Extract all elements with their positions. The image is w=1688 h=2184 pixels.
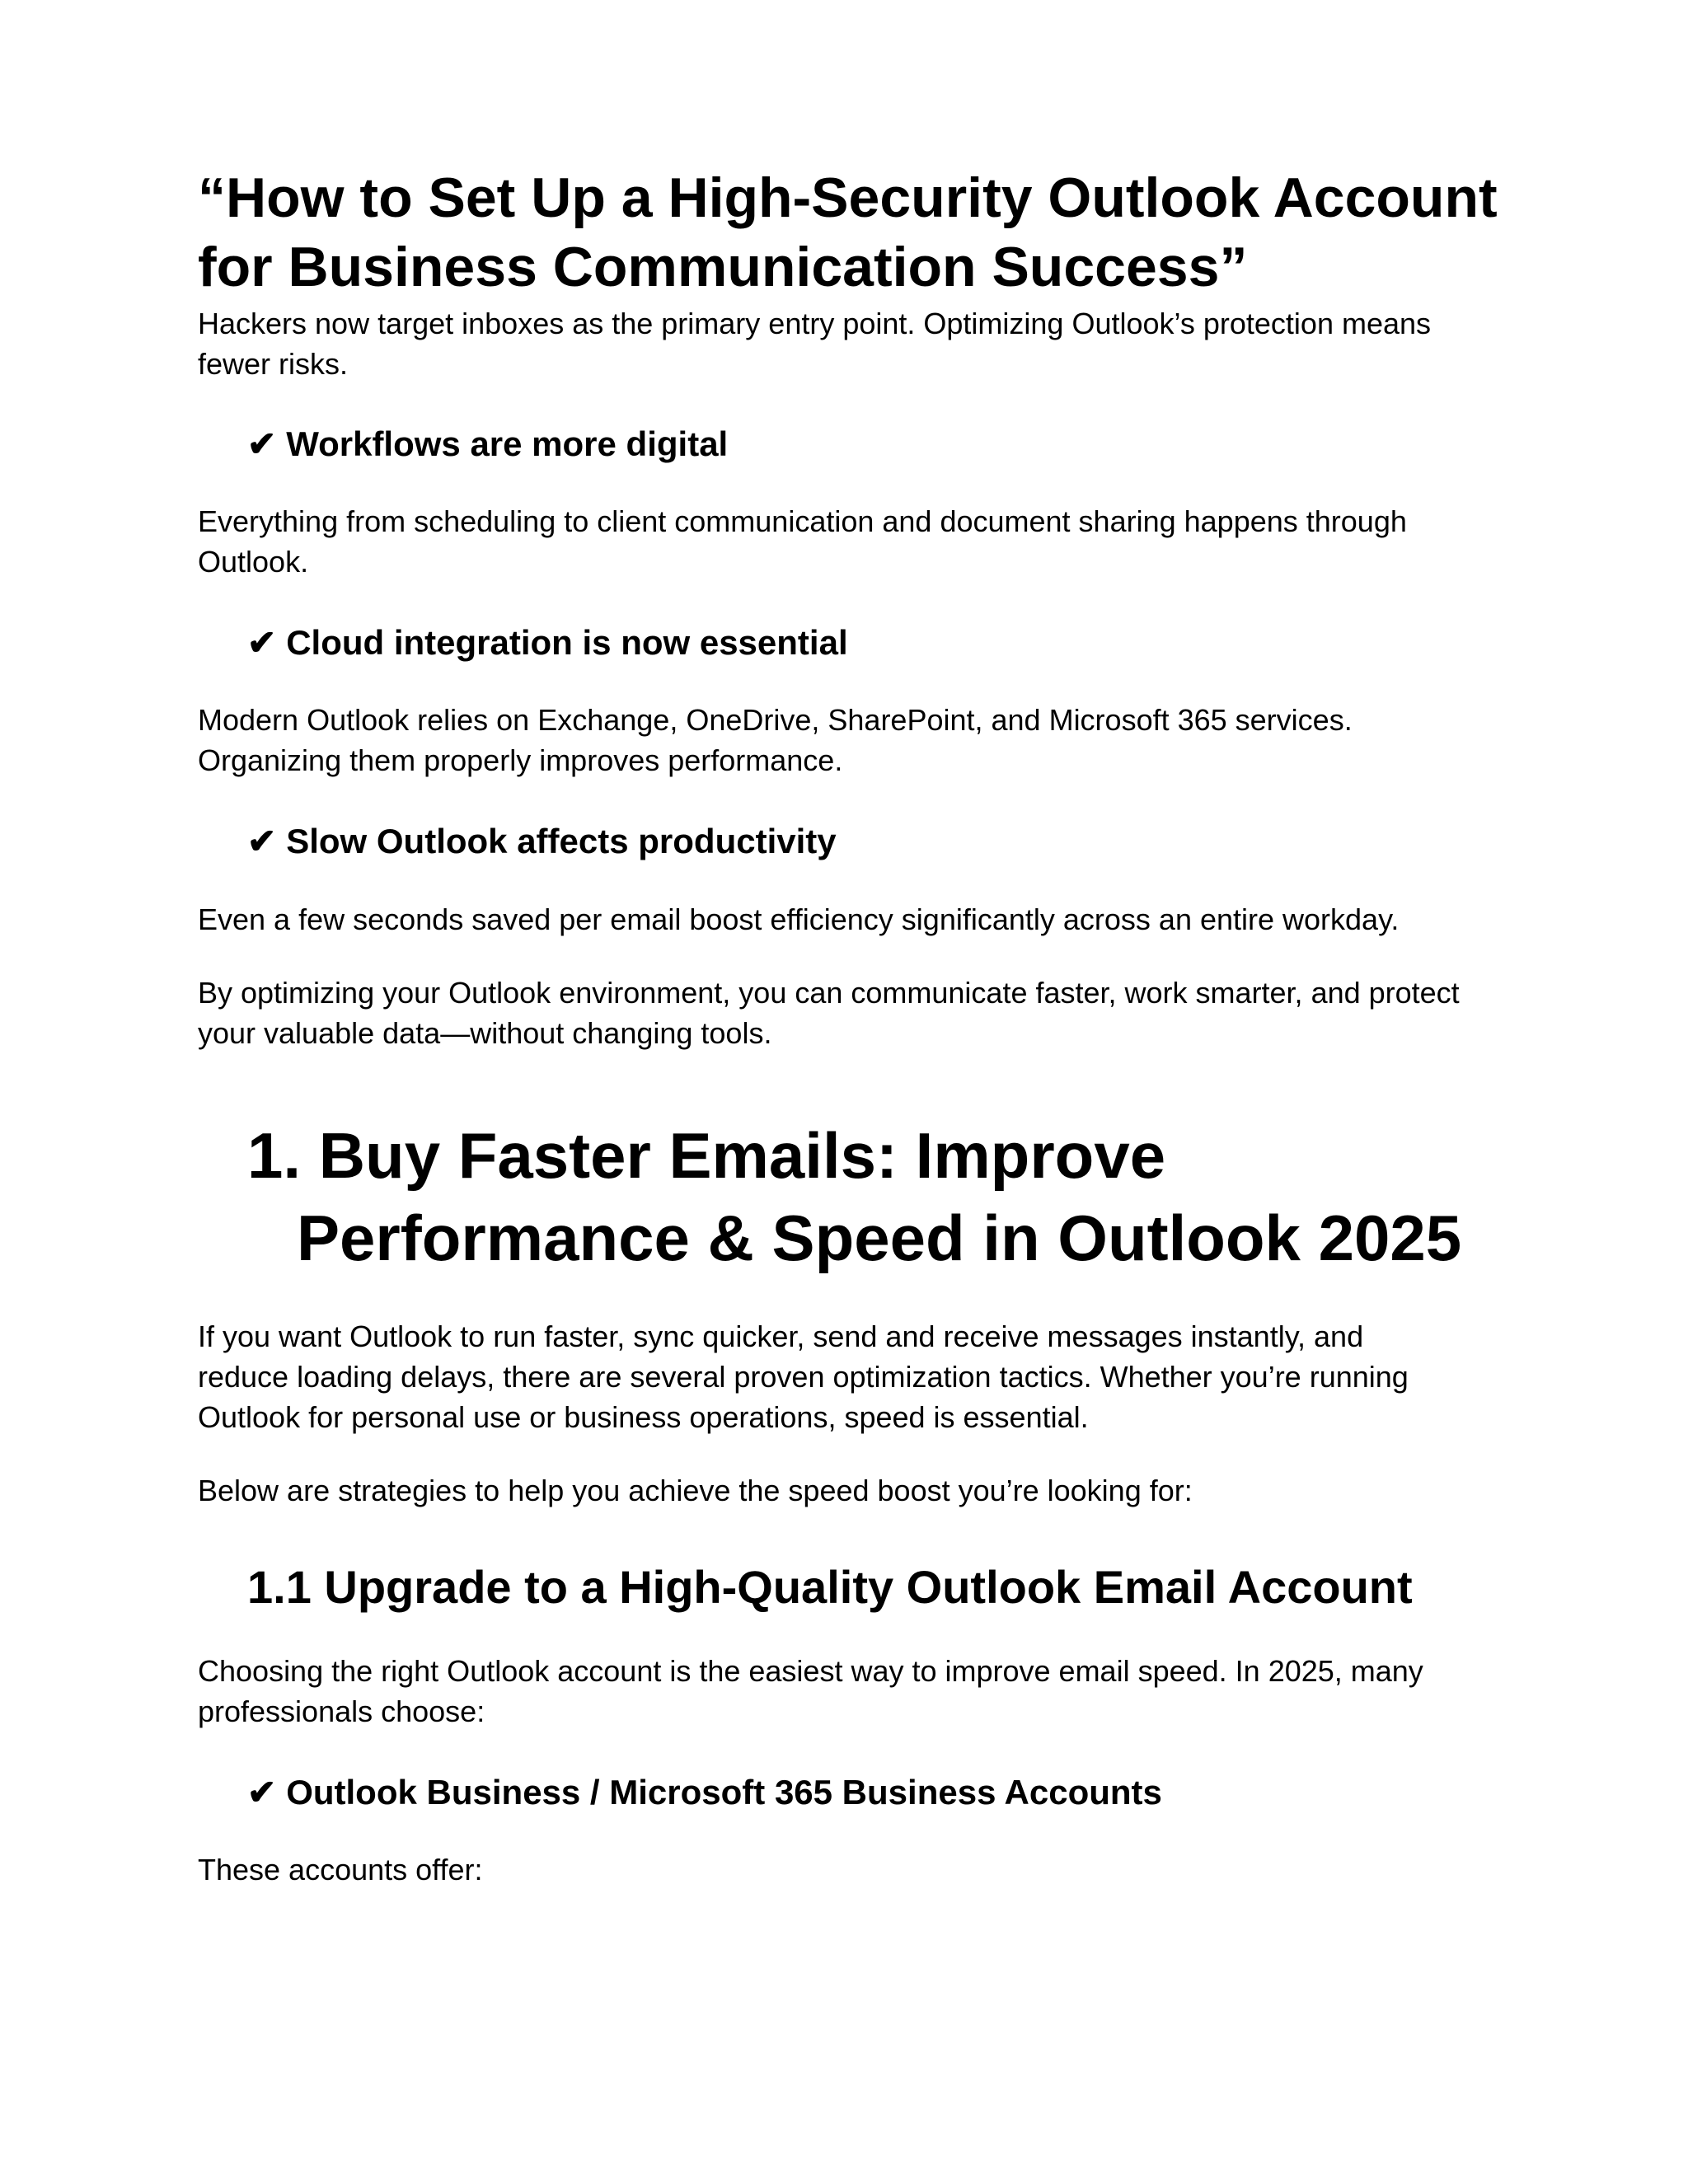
checkmark-icon: ✔ <box>247 424 277 463</box>
summary-line-1: By optimizing your Outlook environment, you can communicate faster, work smarter, and protect <box>198 976 1460 1010</box>
check-heading-slow <box>247 821 837 862</box>
section-1-heading-line-1: 1. Buy Faster Emails: Improve <box>247 1119 1166 1192</box>
section-1-1-paragraph-line-1: Choosing the right Outlook account is the easiest way to improve email speed. In 2025, many <box>198 1654 1423 1688</box>
section-1-paragraph-line-1: If you want Outlook to run faster, sync quicker, send and receive messages instantly, and <box>198 1319 1364 1353</box>
checkmark-icon: ✔ <box>247 623 277 662</box>
check-heading-label: Workflows are more digital <box>286 424 729 463</box>
section-1-lead <box>198 1470 1193 1511</box>
workflows-line-1: Everything from scheduling to client communication and document sharing happens through <box>198 504 1407 538</box>
cloud-line-1: Modern Outlook relies on Exchange, OneDrive, SharePoint, and Microsoft 365 services. <box>198 703 1353 737</box>
workflows-line-2: Outlook. <box>198 545 309 579</box>
document-title <box>198 163 1498 302</box>
summary-paragraph <box>198 972 1460 1053</box>
cloud-paragraph <box>198 700 1353 780</box>
slow-paragraph <box>198 899 1399 940</box>
section-1-1-heading <box>247 1560 1413 1615</box>
checkmark-icon: ✔ <box>247 822 277 860</box>
section-1-lead-line: Below are strategies to help you achieve the speed boost you’re looking for: <box>198 1474 1193 1507</box>
section-1-paragraph <box>198 1316 1409 1437</box>
summary-line-2: your valuable data—without changing tools. <box>198 1016 772 1050</box>
business-accounts-paragraph <box>198 1849 483 1890</box>
workflows-paragraph <box>198 501 1407 582</box>
section-1-paragraph-line-3: Outlook for personal use or business operations, speed is essential. <box>198 1400 1089 1434</box>
check-heading-label: Cloud integration is now essential <box>286 623 848 662</box>
intro-line-1: Hackers now target inboxes as the primary entry point. Optimizing Outlook’s protection means <box>198 307 1432 340</box>
section-1-heading-line-2: Performance & Speed in Outlook 2025 <box>297 1202 1462 1274</box>
section-1-heading <box>247 1114 1461 1279</box>
section-1-1-paragraph <box>198 1651 1423 1732</box>
slow-line-1: Even a few seconds saved per email boost efficiency significantly across an entire workday. <box>198 902 1400 936</box>
business-accounts-line-1: These accounts offer: <box>198 1853 483 1886</box>
check-heading-label: Slow Outlook affects productivity <box>286 822 837 860</box>
section-1-1-paragraph-line-2: professionals choose: <box>198 1694 485 1728</box>
title-line-1: “How to Set Up a High-Security Outlook Account <box>198 166 1498 229</box>
check-heading-cloud <box>247 622 848 663</box>
title-line-2: for Business Communication Success” <box>198 236 1248 298</box>
cloud-line-2: Organizing them properly improves performance. <box>198 743 843 777</box>
section-1-paragraph-line-2: reduce loading delays, there are several proven optimization tactics. Whether you’re running <box>198 1360 1409 1394</box>
section-1-1-heading-label: 1.1 Upgrade to a High-Quality Outlook Email Account <box>247 1561 1413 1613</box>
check-heading-business-accounts <box>247 1772 1162 1813</box>
intro-line-2: fewer risks. <box>198 347 349 381</box>
check-heading-workflows <box>247 424 728 465</box>
check-heading-label: Outlook Business / Microsoft 365 Business Accounts <box>286 1773 1162 1811</box>
intro-paragraph <box>198 303 1431 384</box>
checkmark-icon: ✔ <box>247 1773 277 1811</box>
